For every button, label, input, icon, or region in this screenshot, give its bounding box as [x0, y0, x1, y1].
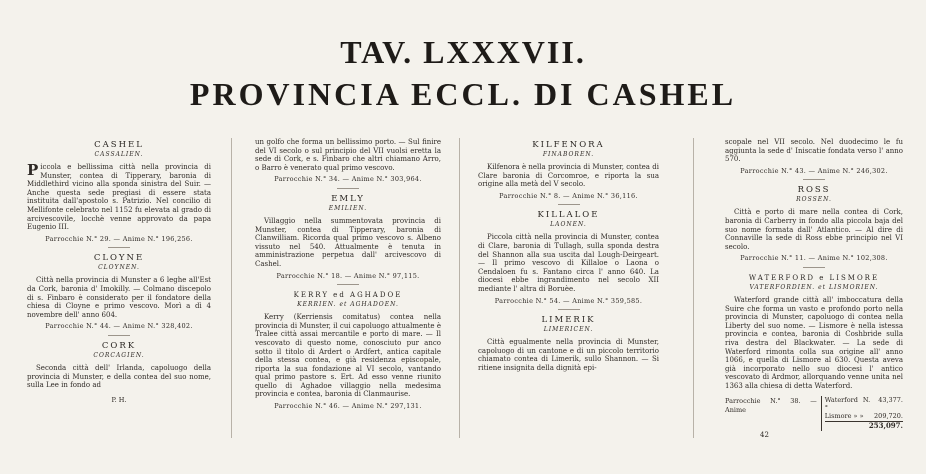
- province-title: PROVINCIA ECCL. DI CASHEL: [189, 76, 737, 112]
- section-separator: [558, 204, 580, 205]
- column-3: [478, 138, 659, 376]
- stats-kerry: Parrocchie N.° 46. — Anime N.° 297,131.: [274, 402, 422, 411]
- entry-text-limerik-continued: scopale nel VII secolo. Nel duodecimo le fu aggiunta la sede d' Iniscatie fondata verso l' anno 570.: [725, 138, 903, 164]
- latin-name-emly: EMILIEN.: [328, 204, 368, 212]
- stats-killaloe: Parrocchie N.° 54. — Anime N.° 359,585.: [494, 296, 643, 305]
- stats-cashel: Parrocchie N.° 29. — Anime N.° 196,256.: [45, 234, 193, 243]
- latin-name-kilfenora: FINABOREN.: [542, 151, 595, 158]
- stats-kilfenora: Parrocchie N.° 8. — Anime N.° 36,116.: [499, 191, 638, 200]
- latin-name-ross: ROSSEN.: [796, 196, 832, 204]
- column-2: [255, 138, 441, 413]
- section-separator: [558, 309, 580, 310]
- section-heading-kilfenora: KILFENORA: [532, 140, 605, 150]
- entry-text-kilfenora: Kilfenora è nella provincia di Munster, contea di Clare baronia di Corcomroe, e riporta la sua origine alla metà del V secolo.: [478, 163, 659, 189]
- section-heading-ross: ROSS: [797, 185, 831, 196]
- latin-name-cashel: CASSALIEN.: [94, 151, 144, 158]
- drop-cap: P: [27, 161, 39, 179]
- section-heading-cork: CORK: [101, 340, 137, 351]
- entry-text-waterford: Waterford grande città all' imboccatura della Suire che forma un vasto e profondo porto nella provincia di Munster, capoluogo di contea nella Liberty del suo nome. — Lismore è nella istessa provincia e contea, baronia di Coshbride sulla riva destra del Blackwater. — La sede di Waterford rimonta colla sua origine all' anno 1066, e quella di Lismore al 630. Questa aveva già incorporato nello suo diocesi l' antico vescovato di Ardmor, allorquando venne unita nel 1363 alla chiesa di detta Waterford.: [725, 295, 903, 390]
- signature: P. H.: [111, 395, 127, 404]
- column-4: [725, 138, 903, 431]
- column-divider: [231, 138, 232, 438]
- section-heading-kerry: KERRY ed AGHADOE: [293, 291, 403, 300]
- entry-text-killaloe: Piccola città nella provincia di Munster, contea di Clare, baronia di Tullagh, sulla sponda destra del Shannon alla sua uscita dal Lough-Deirgeart. — Il primo vescovo di Killaloe o Laona o Cendaloen fu s. Fantano circa l' anno 640. La diocesi ebbe ingrandimento nel secolo XII mediante l' altra di Boruèe.: [478, 233, 659, 293]
- latin-name-killaloe: LAONEN.: [550, 221, 587, 229]
- column-divider: [693, 138, 694, 438]
- entry-text-kerry: Kerry (Kerriensis comitatus) contea nella provincia di Munster, il cui capoluogo attualmente è Tralee città assai mercantile e porto di mare. — Il vescovato di questo nome, conosciuto pur anco sotto il titolo di Ardert o Ardfert, antica capitale della stessa contea, e già residenza episcopale, riporta la sua fondazione al VI secolo, vantando qual primo pastore s. Ert. Ad esso venne riunito quello di Aghadoe villaggio nella medesima provincia e contea, baronia di Clanmaurise.: [255, 313, 441, 399]
- entry-text-limerik: Città egualmente nella provincia di Munster, capoluogo di un cantone e di un piccolo territorio chiamato contea di Limerik, sullo Shannon. — Si ritiene insignita della dignità epi-: [478, 338, 659, 372]
- section-heading-waterford: WATERFORD e LISMORE: [748, 273, 880, 282]
- section-separator: [803, 179, 825, 180]
- section-separator: [337, 284, 359, 285]
- stats-limerik: Parrocchie N.° 43. — Anime N.° 246,302.: [740, 166, 888, 175]
- latin-name-waterford: VATERFORDIEN. et LISMORIEN.: [749, 283, 879, 291]
- stats-cloyne: Parrocchie N.° 44. — Anime N.° 328,402.: [45, 322, 193, 331]
- section-heading-limerik: LIMERIK: [541, 315, 596, 326]
- section-separator: [108, 335, 130, 336]
- column-1: [27, 138, 211, 404]
- latin-name-kerry: KERRIEN. et AGHADOEN.: [297, 301, 399, 309]
- stats-total: 253,097.: [825, 421, 903, 431]
- section-separator: [337, 188, 359, 189]
- latin-name-cloyne: CLOYNEN.: [98, 264, 140, 272]
- column-divider: [459, 138, 460, 438]
- entry-text-cloyne: Città nella provincia di Munster a 6 leghe all'Est da Cork, baronia d' Imokilly. — Colmano discepolo di s. Finbaro è considerato per il fondatore della chiesa di Cloyne e primo vescovo. Morì a dì 4 novembre dell' anno 604.: [27, 276, 211, 319]
- section-heading-killaloe: KILLALOE: [537, 210, 600, 221]
- section-separator: [108, 247, 130, 248]
- stats-label: Parrocchie N.° 38. — Anime: [725, 397, 817, 415]
- entry-text-cork: Seconda città dell' Irlanda, capoluogo della provincia di Munster, e della contea del suo nome, sulla Lee in fondo ad: [27, 363, 211, 390]
- entry-text-ross: Città e porto di mare nella contea di Cork, baronia di Carberry in fondo alla piccola baja del suo nome formata dall' Atlantico. — Al dire di Connaville la sede di Ross ebbe principio nel VI secolo.: [725, 208, 903, 251]
- section-separator: [803, 267, 825, 268]
- section-heading-emly: EMLY: [331, 193, 365, 204]
- plate-title: TAV. LXXXVII.: [340, 34, 586, 70]
- entry-text-cashel: Piccola e bellissima città nella provincia di Munster, contea di Tipperary, baronia di Middlethird vicino alla sponda sinistra del Suir. — Anche questa sede pregiasi di essere stata instituita dall'apostolo s. Patrizio. Nel concilio di Mellifonte celebrato nel 1152 fu elevata al grado di arcivescovile, locchè venne approvato da papa Eugenio III.: [27, 161, 211, 232]
- latin-name-cork: CORCAGIEN.: [93, 351, 145, 359]
- section-heading-cashel: CASHEL: [94, 140, 144, 150]
- stats-row: Lismore » » 209,720.: [824, 412, 903, 421]
- section-heading-cloyne: CLOYNE: [93, 253, 145, 264]
- stats-waterford: [725, 396, 903, 431]
- stats-emly: Parrocchie N.° 18. — Anime N.° 97,115.: [276, 271, 420, 280]
- stats-cork: Parrocchie N.° 34. — Anime N.° 303,964.: [274, 175, 422, 184]
- stats-ross: Parrocchie N.° 11. — Anime N.° 102,308.: [740, 254, 888, 263]
- stats-row: Waterford N.° 43,377.: [824, 396, 903, 413]
- stats-breakdown: [821, 396, 903, 431]
- entry-text-cork-continued: un golfo che forma un bellissimo porto. — Sul finire del VI secolo o sul principio del VII vuolsi eretta la sede di Cork, e s. Finbaro che altri chiamano Arro, o Barro è venerato qual primo vescovo.: [255, 138, 441, 172]
- entry-text-emly: Villaggio nella summentovata provincia di Munster, contea di Tipperary, baronia di Clanwilliam. Ricorda qual primo vescovo s. Albeno vissuto nel 540. Attualmente è tenuta in amministrazione perpetua dall' arcivescovo di Cashel.: [255, 216, 441, 268]
- latin-name-limerik: LIMERICEN.: [543, 326, 594, 334]
- page-number: 42: [760, 431, 769, 439]
